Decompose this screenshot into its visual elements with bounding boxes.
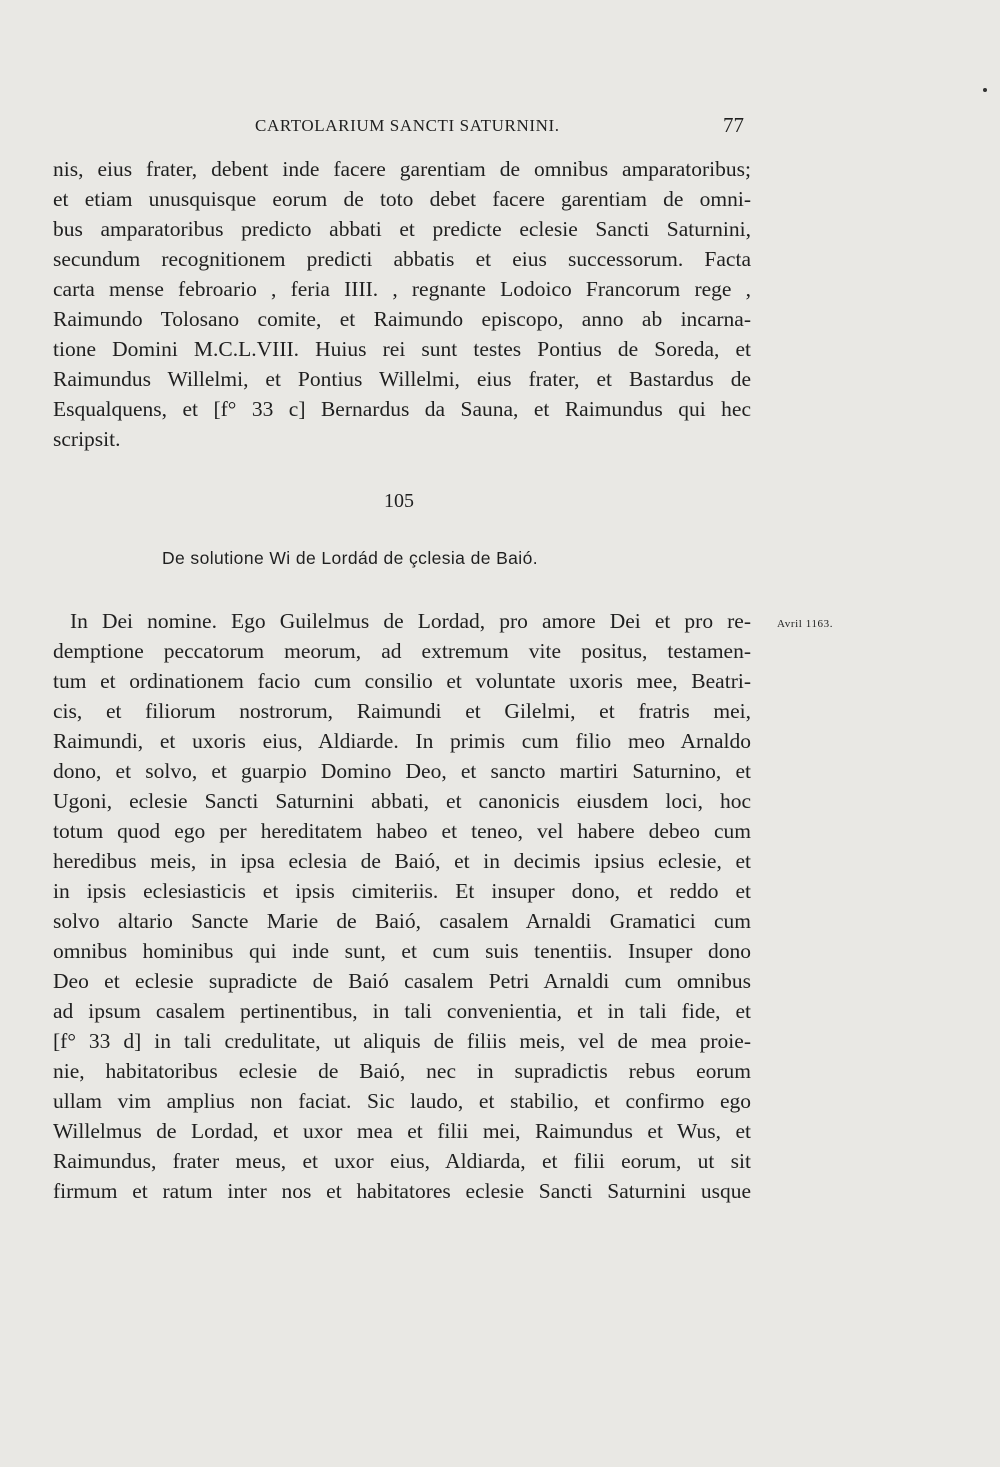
text-line: Esqualquens, et [f° 33 c] Bernardus da Sauna, et Raimundus qui hec bbox=[53, 397, 751, 421]
page-number: 77 bbox=[723, 113, 744, 137]
text-line: ullam vim amplius non faciat. Sic laudo, et stabilio, et confirmo ego bbox=[53, 1089, 751, 1113]
document-number: 105 bbox=[384, 490, 414, 512]
text-line: firmum et ratum inter nos et habitatores eclesie Sancti Saturnini usque bbox=[53, 1179, 751, 1203]
document-title: De solutione Wi de Lordád de çclesia de Baió. bbox=[162, 548, 538, 568]
margin-date: Avril 1163. bbox=[777, 618, 834, 630]
text-line: scripsit. bbox=[53, 427, 121, 451]
text-line: Raimundus, frater meus, et uxor eius, Aldiarda, et filii eorum, ut sit bbox=[53, 1149, 751, 1173]
text-line: bus amparatoribus predicto abbati et predicte eclesie Sancti Saturnini, bbox=[53, 217, 751, 241]
text-line: ad ipsum casalem pertinentibus, in tali convenientia, et in tali fide, et bbox=[53, 999, 751, 1023]
text-line: in ipsis eclesiasticis et ipsis cimiteriis. Et insuper dono, et reddo et bbox=[53, 879, 751, 903]
text-line: solvo altario Sancte Marie de Baió, casalem Arnaldi Gramatici cum bbox=[53, 909, 751, 933]
text-line: dono, et solvo, et guarpio Domino Deo, et sancto martiri Saturnino, et bbox=[53, 759, 751, 783]
running-head: CARTOLARIUM SANCTI SATURNINI. bbox=[255, 116, 560, 135]
text-line: Deo et eclesie supradicte de Baió casalem Petri Arnaldi cum omnibus bbox=[53, 969, 751, 993]
text-line: Ugoni, eclesie Sancti Saturnini abbati, et canonicis eiusdem loci, hoc bbox=[53, 789, 751, 813]
text-line: totum quod ego per hereditatem habeo et teneo, vel habere debeo cum bbox=[53, 819, 751, 843]
text-line: demptione peccatorum meorum, ad extremum vite positus, testamen- bbox=[53, 639, 751, 663]
text-line: nis, eius frater, debent inde facere garentiam de omnibus amparatoribus; bbox=[53, 157, 751, 181]
text-line: omnibus hominibus qui inde sunt, et cum suis tenentiis. Insuper dono bbox=[53, 939, 751, 963]
text-line: et etiam unusquisque eorum de toto debet facere garentiam de omni- bbox=[53, 187, 751, 211]
text-line: Raimundi, et uxoris eius, Aldiarde. In primis cum filio meo Arnaldo bbox=[53, 729, 751, 753]
text-line: [f° 33 d] in tali credulitate, ut aliquis de filiis meis, vel de mea proie- bbox=[53, 1029, 751, 1053]
text-line: tione Domini M.C.L.VIII. Huius rei sunt testes Pontius de Soreda, et bbox=[53, 337, 751, 361]
paper-speck bbox=[983, 88, 987, 92]
text-line: Willelmus de Lordad, et uxor mea et filii mei, Raimundus et Wus, et bbox=[53, 1119, 751, 1143]
text-line: Raimundo Tolosano comite, et Raimundo episcopo, anno ab incarna- bbox=[53, 307, 751, 331]
text-line: nie, habitatoribus eclesie de Baió, nec in supradictis rebus eorum bbox=[53, 1059, 751, 1083]
text-line: tum et ordinationem facio cum consilio et voluntate uxoris mee, Beatri- bbox=[53, 669, 751, 693]
text-line: secundum recognitionem predicti abbatis et eius successorum. Facta bbox=[53, 247, 751, 271]
text-line: cis, et filiorum nostrorum, Raimundi et Gilelmi, et fratris mei, bbox=[53, 699, 751, 723]
text-line: Raimundus Willelmi, et Pontius Willelmi, eius frater, et Bastardus de bbox=[53, 367, 751, 391]
text-line: carta mense febroario , feria IIII. , regnante Lodoico Francorum rege , bbox=[53, 277, 751, 301]
text-line: In Dei nomine. Ego Guilelmus de Lordad, pro amore Dei et pro re- bbox=[70, 609, 751, 633]
text-line: heredibus meis, in ipsa eclesia de Baió, et in decimis ipsius eclesie, et bbox=[53, 849, 751, 873]
